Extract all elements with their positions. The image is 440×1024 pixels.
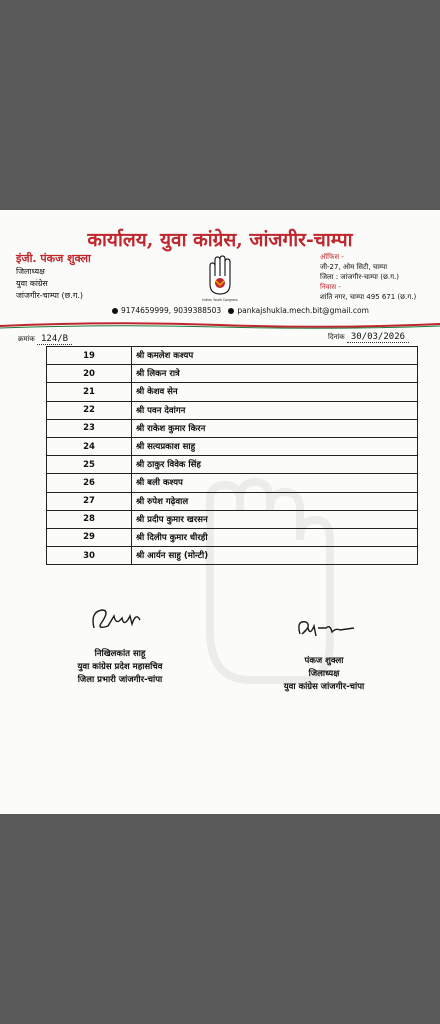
signatory-right-name: पंकज शुक्ला: [304, 656, 344, 666]
reference-label: क्रमांक: [18, 335, 35, 343]
members-table: [46, 346, 418, 565]
sender-place: जांजगीर-चाम्पा (छ.ग.): [16, 291, 83, 300]
table-row: [47, 401, 418, 419]
member-serial: 27: [47, 492, 132, 510]
table-row: [47, 419, 418, 437]
date-label: दिनांक: [328, 333, 345, 341]
office-title: कार्यालय, युवा कांग्रेस, जांजगीर-चाम्पा: [87, 229, 353, 251]
table-row: [47, 547, 418, 565]
member-name: श्री सत्यप्रकाश साहु: [132, 437, 418, 455]
signatory-right-title: जिलाध्यक्ष: [308, 669, 340, 679]
signatory-left-subtitle: जिला प्रभारी जांजगीर-चांपा: [77, 675, 163, 685]
table-row: [47, 510, 418, 528]
logo-caption: Indian Youth Congress: [202, 298, 238, 302]
signatory-left: [50, 648, 190, 687]
sender-designation: जिलाध्यक्ष: [16, 267, 45, 276]
office-label: ऑफिस -: [320, 253, 344, 261]
table-row: [47, 456, 418, 474]
member-name: श्री केशव सेन: [132, 383, 418, 401]
member-serial: 24: [47, 437, 132, 455]
table-row: [47, 383, 418, 401]
phone-numbers: 9174659999, 9039388503: [121, 306, 222, 315]
member-serial: 26: [47, 474, 132, 492]
address-block: [320, 252, 416, 302]
table-row: [47, 437, 418, 455]
table-row: [47, 492, 418, 510]
residence-label: निवास -: [320, 283, 341, 291]
member-name: श्री रुपेश गढ़ेवाल: [132, 492, 418, 510]
member-name: श्री प्रदीप कुमार खरसन: [132, 510, 418, 528]
office-line-2: जिला : जांजगीर-चाम्पा (छ.ग.): [320, 273, 399, 281]
sender-name: इंजी. पंकज शुक्ला: [16, 252, 91, 265]
member-serial: 23: [47, 419, 132, 437]
member-name: श्री दिलीप कुमार धीरही: [132, 528, 418, 546]
member-name: श्री कमलेश कश्यप: [132, 347, 418, 365]
signature-right: [292, 614, 362, 644]
email-icon: [228, 308, 234, 314]
signatory-left-title: युवा कांग्रेस प्रदेश महासचिव: [77, 662, 163, 672]
table-row: [47, 528, 418, 546]
table-row: [47, 365, 418, 383]
sender-org: युवा कांग्रेस: [16, 279, 48, 288]
member-serial: 22: [47, 401, 132, 419]
signatory-right: [264, 655, 384, 694]
letter-date: [328, 332, 409, 342]
member-name: श्री पवन देवांगन: [132, 401, 418, 419]
header-divider: [0, 320, 440, 330]
office-line-1: जी-27, ओम सिटी, चाम्पा: [320, 263, 388, 271]
member-name: श्री ठाकुर विवेक सिंह: [132, 456, 418, 474]
email-address: pankajshukla.mech.bit@gmail.com: [237, 306, 369, 315]
reference-value: 124/B: [37, 334, 72, 345]
member-serial: 25: [47, 456, 132, 474]
contact-line: [112, 306, 369, 315]
residence-line-1: शांति नगर, चाम्पा 495 671 (छ.ग.): [320, 293, 417, 301]
phone-icon: [112, 308, 118, 314]
signature-left: [88, 602, 148, 636]
member-serial: 21: [47, 383, 132, 401]
congress-hand-logo-icon: [202, 254, 238, 304]
member-name: श्री लिकन रात्रे: [132, 365, 418, 383]
sender-block: [16, 252, 91, 302]
letterhead-document: [0, 210, 440, 814]
table-row: [47, 347, 418, 365]
member-serial: 29: [47, 528, 132, 546]
table-row: [47, 474, 418, 492]
member-serial: 28: [47, 510, 132, 528]
member-name: श्री राकेश कुमार किरन: [132, 419, 418, 437]
member-name: श्री आर्यन साहु (मोन्टी): [132, 547, 418, 565]
signatory-left-name: निखिलकांत साहू: [94, 649, 146, 659]
member-serial: 20: [47, 365, 132, 383]
reference-number: [18, 334, 72, 344]
member-serial: 30: [47, 547, 132, 565]
member-serial: 19: [47, 347, 132, 365]
date-value: 30/03/2026: [347, 332, 409, 343]
signatory-right-subtitle: युवा कांग्रेस जांजगीर-चांपा: [283, 682, 365, 692]
member-name: श्री बली कश्यप: [132, 474, 418, 492]
